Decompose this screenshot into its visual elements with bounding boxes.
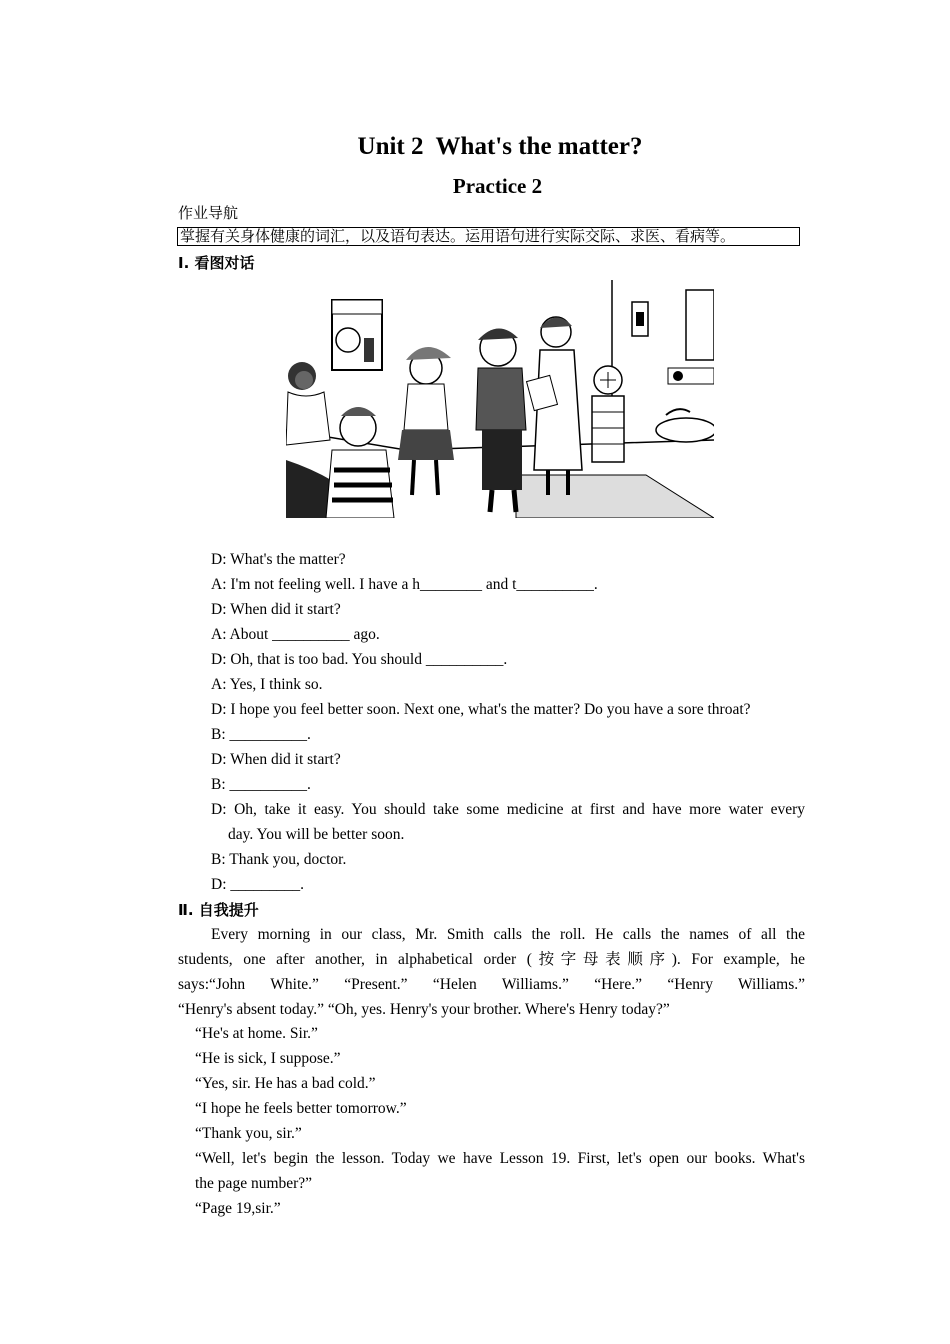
dialogue-line: D: _________. <box>211 876 304 893</box>
quote-line: “Yes, sir. He has a bad cold.” <box>195 1075 376 1092</box>
quote-line: “I hope he feels better tomorrow.” <box>195 1100 407 1117</box>
quote-line: “He's at home. Sir.” <box>195 1025 318 1042</box>
dialogue-line: A: About __________ ago. <box>211 626 380 643</box>
dialogue-line: D: Oh, take it easy. You should take some medicine at first and have more water every <box>211 801 805 818</box>
dialogue-line: D: When did it start? <box>211 751 341 768</box>
dialogue-line: D: Oh, that is too bad. You should __________. <box>211 651 508 668</box>
homework-nav-label: 作业导航 <box>178 204 239 222</box>
dialogue-line: D: What's the matter? <box>211 551 346 568</box>
quote-line: “Thank you, sir.” <box>195 1125 302 1142</box>
page-subtitle: Practice 2 <box>452 174 543 198</box>
passage-line: Every morning in our class, Mr. Smith calls the roll. He calls the names of all the <box>211 926 805 943</box>
dialogue-line: D: I hope you feel better soon. Next one, what's the matter? Do you have a sore throat? <box>211 701 751 718</box>
clinic-illustration <box>286 280 714 518</box>
quote-line: “Page 19,sir.” <box>195 1200 281 1217</box>
section-2-heading: Ⅱ. 自我提升 <box>178 901 259 919</box>
dialogue-line: D: When did it start? <box>211 601 341 618</box>
passage-line: students, one after another, in alphabetical order (按字母表顺序). For example, he <box>178 951 805 968</box>
dialogue-line: A: Yes, I think so. <box>211 676 323 693</box>
quote-line: “He is sick, I suppose.” <box>195 1050 341 1067</box>
quote-line-continued: the page number?” <box>195 1175 313 1192</box>
dialogue-line: B: __________. <box>211 726 311 743</box>
dialogue-line: A: I'm not feeling well. I have a h________ and t__________. <box>211 576 598 593</box>
page-title: Unit 2 What's the matter? <box>357 133 643 160</box>
section-1-heading: Ⅰ. 看图对话 <box>178 254 255 272</box>
dialogue-line-continued: day. You will be better soon. <box>228 826 405 843</box>
dialogue-line: B: Thank you, doctor. <box>211 851 347 868</box>
quote-line: “Well, let's begin the lesson. Today we have Lesson 19. First, let's open our books. What's <box>195 1150 805 1167</box>
dialogue-line: B: __________. <box>211 776 311 793</box>
learning-goal-box: 掌握有关身体健康的词汇，以及语句表达。运用语句进行实际交际、求医、看病等。 <box>177 227 800 246</box>
passage-line: “Henry's absent today.” “Oh, yes. Henry's your brother. Where's Henry today?” <box>178 1001 670 1018</box>
passage-line: says:“John White.” “Present.” “Helen Williams.” “Here.” “Henry Williams.” <box>178 976 805 993</box>
